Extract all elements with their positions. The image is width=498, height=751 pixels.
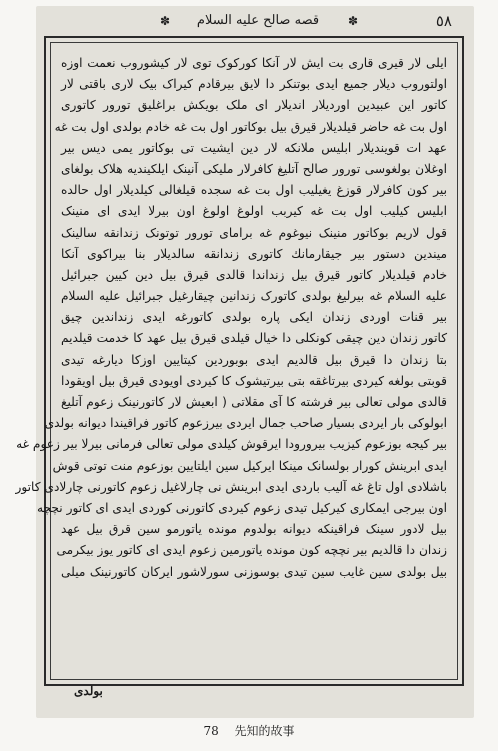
text-line: قالدی مولی تعالی بیر فرشته کا آی مقلاتی ( ابعیش لار کاتورنینک زعوم آتلیغ (61, 395, 447, 409)
text-line: اول بت غه حاضر قیلدیلار قیرق بیل بوکاتور اول بت غه خادم بولدی اول بت غه (54, 119, 447, 134)
text-line: عهد ات قویندیلار ابلیس ملانکه لار دین ایشیت تی بوکاتور یمی دیس بیر (61, 140, 447, 155)
text-line: اوغلان بولغوسی تورور صالح آتلیغ کافرلار ملیکی آنینک ایلکیندیه هلاک بولغای (61, 161, 447, 176)
header-ornament-left: ✽ (160, 14, 171, 28)
text-line: ابولوکی بار ایردی بسیار صاحب جمال ایردی بیرزعوم کاتور فراقیندا دیوانه بولدی (44, 416, 447, 431)
text-line: بتا زندان دا قیرق بیل قالدیم ایدی بوبوردین کیتایین اوزکا دیارغه تیدی (61, 352, 447, 367)
text-line: قول لاریم بوکاتور منینک نیوغوم غه برامای تورور توتونک زندانقه سالینک (61, 225, 447, 240)
text-line: خادم قیلدیلار کاتور قیرق بیل زنداندا قالدی قیرق بیل دین کیین جبرائیل (61, 267, 447, 282)
text-line: علیه السلام غه بیرلیغ بولدی کاتورک زندانین چیقارغیل جبرائیل علیه السلام (61, 289, 447, 304)
text-line: اولتوروب دیلار جمیع ایدی بوتنکر دا لایق بیرقادم کیراک بیک لاری باقتی لار (61, 77, 447, 92)
header-ornament-right: ✽ (348, 14, 359, 28)
text-line: ابلیس کیلیب اول بت غه کیربب اولوغ اولوغ اون بیرلا ایدی ای منینک (61, 204, 447, 219)
text-line: زندان دا قالدیم بیر نچچه کون مونده یاتورمین زعوم ایدی ای کاتور یوز بیکرمی (56, 543, 447, 558)
book-title: 先知的故事 (234, 724, 295, 738)
text-line: بیل لادور سینک فراقینکه دیوانه بولدوم مونده یاتورمو سین قرق بیل عهد (61, 522, 447, 537)
text-line: باشلادی اول تاغ غه آلیب باردی ایدی ابرینش نی چارلاغیل زعوم کاتورنی چارلادی کاتور (15, 479, 447, 494)
catchword: بولدی (74, 684, 103, 698)
text-line: کاتور این عبیدین اوردیلار اندیلار ای ملک بویکش براغلیق تورور کاتوری (61, 98, 447, 113)
book-footer (0, 722, 498, 739)
text-line: بیل بولدی سین غایب سین تیدی بوسوزنی سورلاشور ایرکان کاتورنینک میلی (61, 564, 447, 579)
text-line: ایلی لار قیری قاری بت ایش لار آنکا کورکوک توی لار کیشوروب نعمت اوزه (61, 56, 447, 70)
text-frame-inner (15, 42, 458, 680)
book-page-number: 78 (203, 724, 219, 738)
page-header (48, 12, 460, 36)
running-head: قصه صالح علیه السلام (196, 13, 320, 28)
text-line: بیر قنات اوردی زندان ایکی پاره بولدی کاتورغه ایدی زنداندین چیق (61, 310, 447, 325)
text-line: ميندين دستور بير جيقارمانك كاتورى زندانقه سالديلار بنا بيراكوى آنكا (61, 246, 447, 261)
text-frame (15, 36, 464, 686)
text-line: اون بیرجی ایمکاری کیرکیل تیدی زعوم کیردی کاتورنی کوردی ایدی ای کاتور نچچه (37, 500, 447, 515)
body-text (15, 53, 447, 671)
text-line: کاتور زندان دین چیقی کونکلی دا خیال قیلدی قیرق بیل عهد کا خدمت قیلدیم (61, 331, 447, 346)
arabic-page-number: ٥٨ (435, 12, 452, 30)
text-line: بیر کون کافرلار قوزغ یغیلیب اول بت غه سجده قیلغالی کیلدیلار اول حالده (61, 183, 447, 198)
text-line: بیر کیجه بوزعوم کیزیب بیرورودا ایرقوش کیلدی مولی تعالی فرمانی بیرلا بیر زعوم غه (16, 437, 447, 452)
text-line: ایدی ابرینش کورار بولسانک مینکا ایرکیل سین ایلتایین بوزعوم منت توتی قوش (52, 458, 447, 473)
text-line: قوبتی بولغه کیردی بیرتاغقه بتی بیرتیشوک کا کیردی اویودی قیرق بیل اویقودا (61, 373, 447, 388)
